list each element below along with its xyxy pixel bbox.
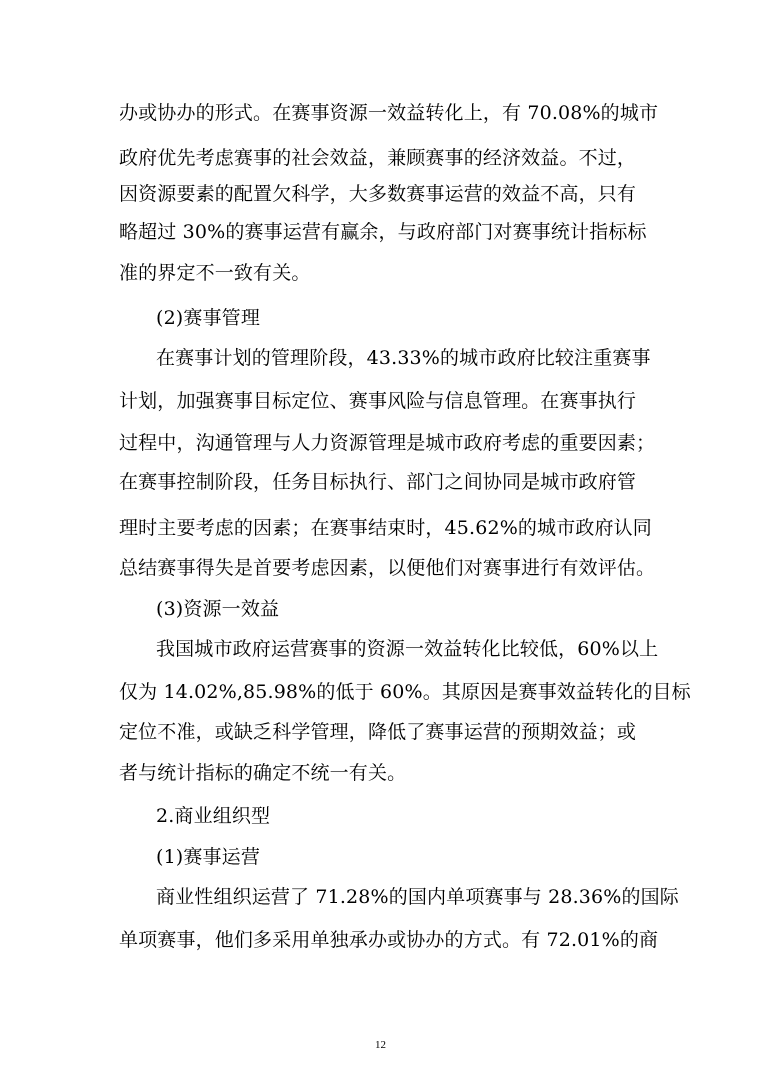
paragraph-line: 我国城市政府运营赛事的资源一效益转化比较低，60%以上 (156, 638, 659, 660)
section-heading: 2.商业组织型 (156, 805, 271, 827)
paragraph-line: 准的界定不一致有关。 (119, 262, 311, 284)
paragraph-line: 单项赛事，他们多采用单独承办或协办的方式。有 72.01%的商 (119, 929, 659, 951)
paragraph-line: 略超过 30%的赛事运营有赢余，与政府部门对赛事统计指标标 (119, 221, 647, 243)
paragraph-line: 理时主要考虑的因素；在赛事结束时，45.62%的城市政府认同 (119, 517, 652, 539)
section-heading: (1)赛事运营 (156, 846, 260, 868)
paragraph-line: 仅为 14.02%,85.98%的低于 60%。其原因是赛事效益转化的目标 (119, 681, 691, 703)
page-number: 12 (375, 1039, 386, 1051)
paragraph-line: 政府优先考虑赛事的社会效益，兼顾赛事的经济效益。不过， (119, 147, 637, 169)
paragraph-line: 商业性组织运营了 71.28%的国内单项赛事与 28.36%的国际 (156, 886, 679, 908)
paragraph-line: 过程中，沟通管理与人力资源管理是城市政府考虑的重要因素； (119, 432, 656, 454)
section-heading: (2)赛事管理 (156, 307, 260, 329)
paragraph-line: 在赛事计划的管理阶段，43.33%的城市政府比较注重赛事 (156, 347, 651, 369)
paragraph-line: 办或协办的形式。在赛事资源一效益转化上，有 70.08%的城市 (119, 102, 659, 124)
paragraph-line: 定位不准，或缺乏科学管理，降低了赛事运营的预期效益；或 (119, 721, 637, 743)
paragraph-line: 者与统计指标的确定不统一有关。 (119, 762, 407, 784)
paragraph-line: 因资源要素的配置欠科学，大多数赛事运营的效益不高，只有 (119, 183, 637, 205)
paragraph-line: 总结赛事得失是首要考虑因素，以便他们对赛事进行有效评估。 (119, 557, 656, 579)
paragraph-line: 计划，加强赛事目标定位、赛事风险与信息管理。在赛事执行 (119, 390, 637, 412)
section-heading: (3)资源一效益 (156, 598, 280, 620)
paragraph-line: 在赛事控制阶段，任务目标执行、部门之间协同是城市政府管 (119, 471, 637, 493)
